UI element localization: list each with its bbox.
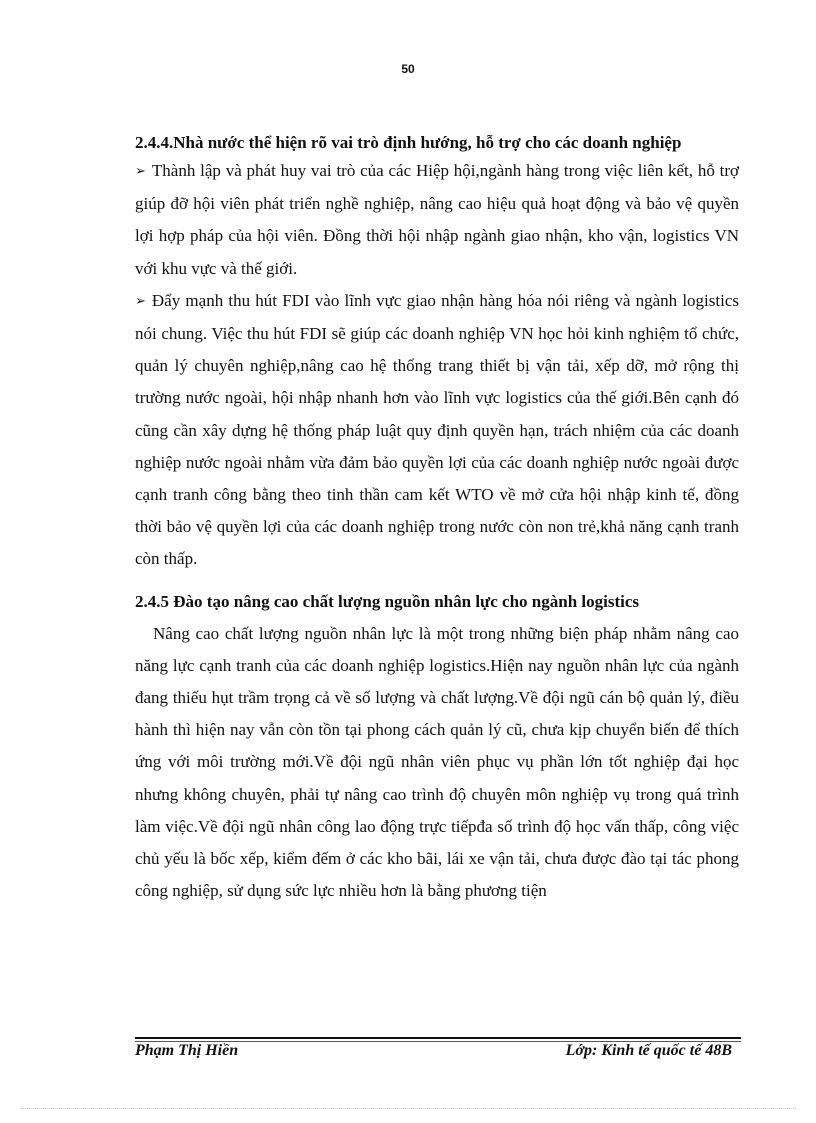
- bullet-text: Đẩy mạnh thu hút FDI vào lĩnh vực giao nhận hàng hóa nói riêng và ngành logistics nói chung. Việc thu hút FDI sẽ giúp các doanh nghiệp VN học hỏi kinh nghiệm tổ chức, quản lý chuyên nghiệp,nâng cao hệ thống trang thiết bị vận tải, xếp dỡ, mở rộng thị trường nước ngoài, hội nhập nhanh hơn vào lĩnh vực logistics của thế giới.Bên cạnh đó cũng cần xây dựng hệ thống pháp luật quy định quyền hạn, trách nhiệm của các doanh nghiệp nước ngoài nhằm vừa đảm bảo quyền lợi của các doanh nghiệp nước ngoài được cạnh tranh công bằng theo tinh thần cam kết WTO về mở cửa hội nhập kinh tế, đồng thời bảo vệ quyền lợi của các doanh nghiệp trong nước còn non trẻ,khả năng cạnh tranh còn thấp.: [135, 290, 739, 569]
- page-bottom-edge: [20, 1108, 796, 1109]
- bullet-item: [135, 155, 739, 285]
- footer-divider: [135, 1037, 741, 1039]
- arrow-bullet-icon: ➢: [135, 164, 146, 179]
- arrow-bullet-icon: ➢: [135, 293, 146, 309]
- bullet-item: [135, 285, 739, 576]
- body-paragraph: Nâng cao chất lượng nguồn nhân lực là một trong những biện pháp nhằm nâng cao năng lực cạnh tranh của các doanh nghiệp logistics.Hiện nay nguồn nhân lực của ngành đang thiếu hụt trầm trọng cả về số lượng và chất lượng.Về đội ngũ cán bộ quản lý, điều hành thì hiện nay vẫn còn tồn tại phong cách quản lý cũ, chưa kịp chuyển biến để thích ứng với môi trường mới.Về đội ngũ nhân viên phục vụ phần lớn tốt nghiệp đại học nhưng không chuyên, phải tự nâng cao trình độ chuyên môn nghiệp vụ trong quá trình làm việc.Về đội ngũ nhân công lao động trực tiếpđa số trình độ học vấn thấp, công việc chủ yếu là bốc xếp, kiểm đếm ở các kho bãi, lái xe vận tải, chưa được đào tại tác phong công nghiệp, sử dụng sức lực nhiều hơn là bằng phương tiện: [135, 623, 739, 901]
- footer-author: Phạm Thị Hiền: [135, 1042, 239, 1059]
- section-heading-2-4-5: 2.4.5 Đào tạo nâng cao chất lượng nguồn nhân lực cho ngành logistics: [135, 591, 640, 611]
- section-heading-2-4-4: 2.4.4.Nhà nước thể hiện rõ vai trò định hướng, hỗ trợ cho các doanh nghiệp: [135, 133, 682, 152]
- bullet-text: Thành lập và phát huy vai trò của các Hiệp hội,ngành hàng trong việc liên kết, hỗ trợ giúp đỡ hội viên phát triển nghề nghiệp, nâng cao hiệu quả hoạt động và bảo vệ quyền lợi hợp pháp của hội viên. Đồng thời hội nhập ngành giao nhận, kho vận, logistics VN với khu vực và thế giới.: [135, 161, 739, 278]
- footer-class: Lớp: Kinh tế quốc tế 48B: [565, 1042, 732, 1059]
- page-number: 50: [401, 62, 415, 76]
- document-body: [135, 132, 739, 907]
